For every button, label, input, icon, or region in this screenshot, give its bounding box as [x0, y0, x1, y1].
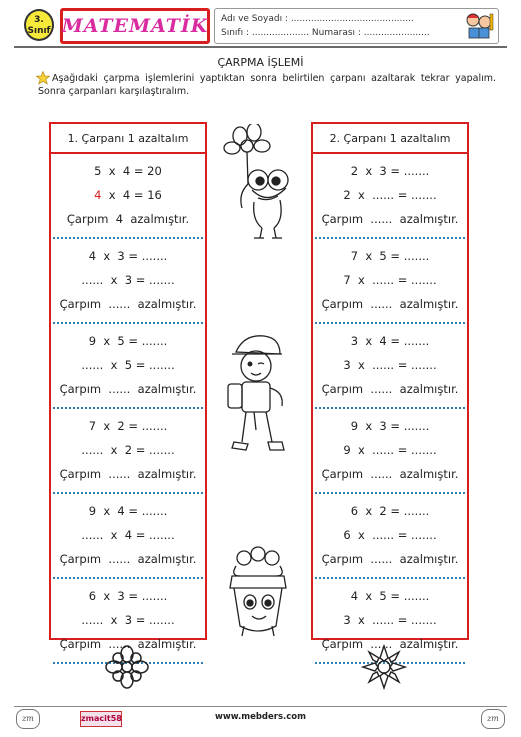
dotted-separator [53, 322, 203, 324]
grade-badge [24, 9, 54, 41]
exercise-line-1: 4 x 5 = ....... [350, 589, 430, 603]
name-field-label: Adı ve Soyadı : ........................................... [221, 14, 414, 24]
title-box [60, 8, 210, 44]
website-link[interactable]: www.mebders.com [214, 712, 306, 722]
exercise-line-2: 2 x ...... = ....... [343, 188, 437, 202]
exercise-line-2: 3 x ...... = ....... [343, 358, 437, 372]
dotted-separator [53, 237, 203, 239]
exercise-block [313, 414, 467, 494]
exercise-result-line: Çarpım ...... azalmıştır. [321, 552, 459, 566]
reduced-factor: 4 [94, 188, 102, 202]
exercise-result-line: Çarpım 4 azalmıştır. [66, 212, 190, 226]
dotted-separator [315, 577, 465, 579]
exercise-line-2: ...... x 2 = ....... [81, 443, 175, 457]
exercise-result-line: Çarpım ...... azalmıştır. [321, 297, 459, 311]
exercise-line-1: 6 x 2 = ....... [350, 504, 430, 518]
grade-label: Sınıf [27, 26, 51, 36]
exercise-line-2: ...... x 4 = ....... [81, 528, 175, 542]
dotted-separator [315, 492, 465, 494]
flowerpot-character-cartoon [222, 546, 294, 638]
corner-mark-right: zm [481, 709, 505, 729]
worksheet-subtitle: ÇARPMA İŞLEMİ [217, 56, 304, 69]
footer-divider [14, 706, 507, 707]
exercise-line-1: 4 x 3 = ....... [88, 249, 168, 263]
left-column-heading: 1. Çarpanı 1 azaltalım [51, 124, 205, 154]
dotted-separator [315, 237, 465, 239]
exercise-line-1: 2 x 3 = ....... [350, 164, 430, 178]
exercise-line-1: 9 x 3 = ....... [350, 419, 430, 433]
exercise-line-2: ...... x 3 = ....... [81, 613, 175, 627]
exercise-result-line: Çarpım ...... azalmıştır. [59, 382, 197, 396]
exercise-block [51, 414, 205, 494]
exercise-result-line: Çarpım ...... azalmıştır. [321, 637, 459, 651]
class-field-label: Sınıfı : .................... Numarası : ....................... [221, 28, 430, 38]
exercise-block [313, 159, 467, 239]
exercise-block [51, 159, 205, 239]
exercise-line-2-rest: x 4 = 16 [101, 188, 162, 202]
exercise-result-line: Çarpım ...... azalmıştır. [59, 297, 197, 311]
exercise-block [51, 244, 205, 324]
exercise-block [51, 329, 205, 409]
exercise-line-2: 6 x ...... = ....... [343, 528, 437, 542]
exercise-line-2: ...... x 5 = ....... [81, 358, 175, 372]
right-column-heading: 2. Çarpanı 1 azaltalım [313, 124, 467, 154]
author-badge: zmacit58 [80, 711, 122, 727]
exercise-result-line: Çarpım ...... azalmıştır. [321, 212, 459, 226]
exercise-line-1: 6 x 3 = ....... [88, 589, 168, 603]
header-divider [14, 46, 507, 48]
kids-reading-icon [463, 10, 495, 42]
exercise-line-1: 7 x 2 = ....... [88, 419, 168, 433]
exercise-block [313, 499, 467, 579]
exercise-result-line: Çarpım ...... azalmıştır. [59, 552, 197, 566]
exercise-line-2: 9 x ...... = ....... [343, 443, 437, 457]
right-exercise-column [311, 122, 469, 651]
corner-mark-left: zm [16, 709, 40, 729]
exercise-line-1: 7 x 5 = ....... [350, 249, 430, 263]
exercise-line-1: 3 x 4 = ....... [350, 334, 430, 348]
dotted-separator [53, 492, 203, 494]
exercise-block [313, 244, 467, 324]
left-exercise-column [49, 122, 207, 651]
exercise-line-1: 5 x 4 = 20 [94, 164, 162, 178]
exercise-line-2 [51, 183, 205, 207]
page-title: MATEMATİK [61, 15, 209, 37]
exercise-line-1: 9 x 5 = ....... [88, 334, 168, 348]
hiker-boy-cartoon [224, 330, 292, 460]
exercise-block [51, 499, 205, 579]
dotted-separator [53, 407, 203, 409]
exercise-result-line: Çarpım ...... azalmıştır. [59, 467, 197, 481]
flower-ornament-left [105, 645, 149, 689]
dotted-separator [315, 407, 465, 409]
exercise-line-2: 3 x ...... = ....... [343, 613, 437, 627]
exercise-result-line: Çarpım ...... azalmıştır. [59, 637, 197, 651]
instruction-text [38, 72, 496, 98]
dotted-separator [315, 322, 465, 324]
exercise-line-2: 7 x ...... = ....... [343, 273, 437, 287]
exercise-line-1: 9 x 4 = ....... [88, 504, 168, 518]
exercise-line-2: ...... x 3 = ....... [81, 273, 175, 287]
student-info-box [214, 8, 499, 44]
grade-number: 3. [34, 15, 44, 25]
exercise-block [313, 329, 467, 409]
dotted-separator [53, 577, 203, 579]
exercise-result-line: Çarpım ...... azalmıştır. [321, 382, 459, 396]
flower-frog-cartoon [218, 124, 296, 242]
exercise-result-line: Çarpım ...... azalmıştır. [321, 467, 459, 481]
flower-ornament-right [361, 644, 407, 690]
instruction-body: Aşağıdaki çarpma işlemlerini yaptıktan sonra belirtilen çarpanı azaltarak tekrar yapalım. Sonra çarpanları karşılaştıralım. [38, 73, 496, 97]
